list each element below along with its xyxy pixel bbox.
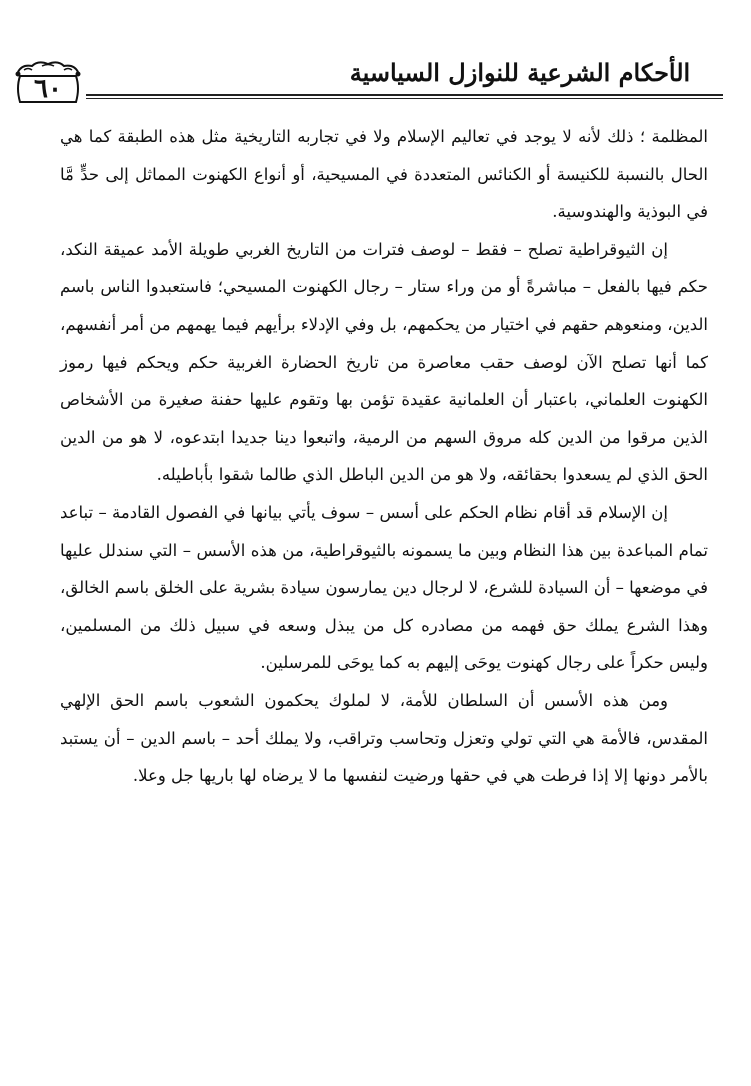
page-number: ٦٠: [34, 74, 62, 104]
running-title: الأحكام الشرعية للنوازل السياسية: [349, 58, 691, 87]
header-rule-thin: [86, 98, 723, 99]
header-rule: [86, 94, 723, 96]
page-body: [60, 118, 708, 795]
paragraph: إن الإسلام قد أقام نظام الحكم على أسس – سوف يأتي بيانها في الفصول القادمة – تباعد تمام المباعدة بين هذا النظام وبين ما يسمونه بالثيوقراطية، من هذه الأسس – التي سندلل عليها في موضعها – أن السيادة للشرع، لا لرجال دين يمارسون سيادة بشرية على الخلق باسم الخالق، وهذا الشرع يملك حق فهمه من مصادره كل من يبذل وسعه في سبيل ذلك من المسلمين، وليس حكراً على رجال كهنوت يوحَى إليهم به كما يوحَى للمرسلين.: [60, 502, 708, 673]
paragraph: المظلمة ؛ ذلك لأنه لا يوجد في تعاليم الإسلام ولا في تجاربه التاريخية مثل هذه الطبقة كما هي الحال بالنسبة للكنيسة أو الكنائس المتعددة في المسيحية، أو أنواع الكهنوت المماثل إلى حدٍّ مَّا في البوذية والهندوسية.: [60, 127, 708, 222]
page-header: [0, 0, 751, 120]
paragraph: إن الثيوقراطية تصلح – فقط – لوصف فترات من التاريخ الغربي طويلة الأمد عميقة النكد، حكم فيها بالفعل – مباشرةً أو من وراء ستار – رجال الكهنوت المسيحي؛ فاستعبدوا الناس باسم الدين، ومنعوهم حقهم في اختيار من يحكمهم، بل وفي الإدلاء برأيهم فيما يهمهم من أمر أنفسهم، كما أنها تصلح الآن لوصف حقب معاصرة من تاريخ الحضارة الغربية حكم ويحكم فيها رموز الكهنوت العلماني، باعتبار أن العلمانية عقيدة تؤمن بها وتقوم عليها حفنة صغيرة من الأشخاص الذين مرقوا من الدين كله مروق السهم من الرمية، واتبعوا دينا جديدا ابتدعوه، لا هو من الدين الحق الذي لم يسعدوا بحقائقه، ولا هو من الدين الباطل الذي طالما شقوا بأباطيله.: [60, 239, 708, 485]
paragraph: ومن هذه الأسس أن السلطان للأمة، لا لملوك يحكمون الشعوب باسم الحق الإلهي المقدس، فالأمة هي التي تولي وتعزل وتحاسب وتراقب، ولا يملك أحد – باسم الدين – أن يستبد بالأمر دونها إلا إذا فرطت هي في حقها ورضيت لنفسها ما لا يرضاه لها باريها جل وعلا.: [60, 690, 708, 786]
